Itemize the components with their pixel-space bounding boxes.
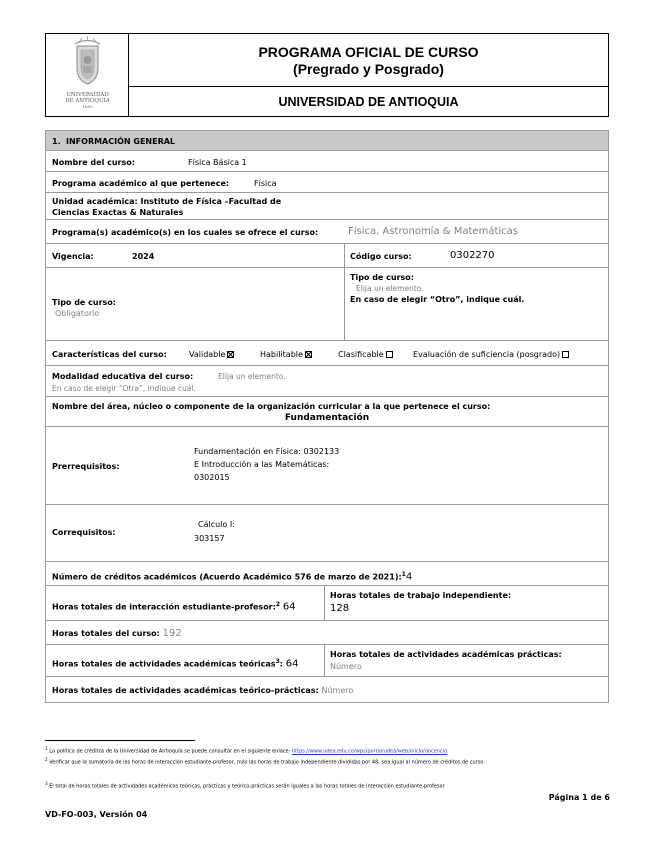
offered-programs-row — [46, 220, 608, 244]
page-number: Página 1 de 6 — [548, 793, 610, 802]
theory-practice-label: Horas totales de actividades académicas teórico-prácticas: — [52, 686, 319, 695]
habilitable-checkbox[interactable] — [305, 351, 312, 358]
course-type-dropdown[interactable]: Elija un elemento. — [356, 284, 424, 293]
theory-hours-field: Horas totales de actividades académicas teóricas$^3$: 64 — [52, 658, 299, 670]
validable-checkbox[interactable] — [227, 351, 234, 358]
interaction-hours-value: 64 — [282, 601, 296, 613]
corequisites-row — [46, 505, 608, 562]
independent-hours-label: Horas totales de trabajo independiente: — [330, 591, 512, 600]
vigencia-value: 2024 — [132, 252, 155, 261]
prerequisites-label: Prerrequisitos: — [52, 462, 120, 471]
footnote-3 — [45, 780, 615, 791]
course-type-value: Obligatorio — [55, 309, 100, 318]
vigencia-code-row — [46, 244, 608, 268]
program-value: Física — [254, 179, 277, 188]
credits-footnote-mark: 1 — [401, 571, 406, 578]
academic-unit-line1: Unidad académica: Instituto de Física –Facultad de — [52, 197, 282, 206]
theory-practice-value[interactable]: Número — [321, 686, 354, 695]
title-line2: (Pregrado y Posgrado) — [293, 61, 444, 77]
column-divider — [344, 268, 345, 340]
footnote-2-mark: 2 — [45, 757, 48, 762]
credits-value: 4 — [405, 571, 413, 583]
independent-hours-value: 128 — [330, 603, 350, 614]
prerequisite-line1: Fundamentación en Física: 0302133 — [194, 447, 340, 456]
footnote-separator — [45, 740, 195, 741]
course-name-row — [46, 151, 608, 172]
footnote-1-mark: 1 — [45, 746, 48, 751]
theory-practice-field — [52, 685, 353, 696]
evaluacion-checkbox[interactable] — [562, 351, 569, 358]
offered-programs-value: Física, Astronomía & Matemáticas — [348, 226, 518, 237]
section-number: 1. — [52, 137, 61, 146]
column-divider — [344, 244, 345, 267]
credits-row — [46, 562, 608, 586]
corequisites-label: Correquisitos: — [52, 528, 116, 537]
modality-row — [46, 366, 608, 397]
footnote-1 — [45, 745, 615, 756]
university-logo — [46, 34, 129, 117]
evaluacion-label: Evaluación de suficiencia (posgrado) — [413, 350, 561, 359]
interaction-hours-field — [52, 599, 296, 613]
theory-hours-label: Horas totales de actividades académicas teóricas — [52, 659, 276, 669]
academic-unit-line2: Ciencias Exactas & Naturales — [52, 208, 184, 217]
logo-text-line3: 1803 — [82, 104, 93, 109]
university-seal-icon — [46, 34, 129, 94]
course-code-label: Código curso: — [350, 252, 412, 261]
general-info-table — [45, 130, 609, 703]
characteristics-label: Características del curso: — [52, 350, 167, 359]
academic-unit-row — [46, 193, 608, 220]
clasificable-checkbox[interactable] — [386, 351, 393, 358]
footnote-2-text: Verificar que la sumatoria de las horas de interacción estudiante-profesor, más las horas de trabajo independiente divididas por 48, sea igual al número de créditos de curso. — [49, 759, 485, 766]
section-header — [46, 131, 608, 151]
column-divider — [324, 645, 325, 676]
course-type-row — [46, 268, 608, 341]
area-label: Nombre del área, núcleo o componente de la organización curricular a la que pertenece el curso: — [52, 402, 491, 411]
theory-practice-hours-row — [46, 677, 608, 702]
footnote-1-link[interactable]: https://www.udea.edu.co/wps/portal/udea/web/inicio/docencia — [291, 748, 448, 755]
interaction-footnote-mark: 2 — [275, 601, 281, 608]
course-name-value: Física Básica 1 — [188, 158, 247, 167]
theory-footnote-mark: 3 — [275, 658, 280, 665]
theory-hours-row — [46, 645, 608, 677]
course-name-label: Nombre del curso: — [52, 158, 135, 167]
corequisite-line2: 303157 — [194, 534, 225, 543]
modality-label: Modalidad educativa del curso: — [52, 372, 194, 381]
practice-hours-value[interactable]: Número — [330, 662, 362, 671]
section-title: INFORMACIÓN GENERAL — [66, 137, 176, 146]
total-hours-field — [52, 628, 182, 639]
total-hours-row — [46, 621, 608, 645]
title-line1: PROGRAMA OFICIAL DE CURSO — [258, 44, 479, 60]
credits-label: Número de créditos académicos (Acuerdo Académico 576 de marzo de 2021): — [52, 572, 402, 582]
prerequisites-row — [46, 427, 608, 505]
footnote-3-mark: 3 — [45, 781, 48, 786]
clasificable-label: Clasificable — [338, 350, 384, 359]
course-type-label: Tipo de curso: — [52, 298, 116, 307]
logo-text-line2: DE ANTIOQUIA — [65, 98, 110, 104]
practice-hours-label: Horas totales de actividades académicas prácticas: — [330, 650, 562, 659]
course-type-right-label: Tipo de curso: — [350, 273, 414, 282]
credits-field — [52, 569, 412, 583]
theory-hours-value: 64 — [285, 658, 299, 670]
modality-other-note: En caso de elegir “Otra”, indique cuál. — [52, 384, 196, 393]
total-hours-label: Horas totales del curso: — [52, 629, 160, 638]
university-name: UNIVERSIDAD DE ANTIOQUIA — [278, 95, 459, 109]
habilitable-option — [260, 349, 312, 360]
clasificable-option — [338, 349, 393, 360]
form-version: VD-FO-003, Versión 04 — [45, 810, 148, 819]
footnote-1-text: La política de créditos de la Universidad de Antioquia se puede consultar en el siguiente enlace: — [49, 748, 291, 755]
validable-label: Validable — [189, 350, 226, 359]
corequisite-line1: Cálculo I: — [198, 520, 235, 529]
footnote-2 — [45, 756, 615, 767]
document-header — [45, 33, 609, 117]
logo-text-line1: UNIVERSIDAD — [66, 92, 109, 98]
document-title — [129, 34, 608, 87]
offered-programs-label: Programa(s) académico(s) en los cuales se ofrece el curso: — [52, 228, 319, 237]
footnote-3-text: El total de horas totales de actividades académicas teóricas, prácticas y teórico-prácticas serán iguales a las horas totales de interacción estudiante-profesor — [49, 783, 445, 790]
course-type-other-note: En caso de elegir “Otro”, indique cuál. — [350, 295, 525, 304]
area-value: Fundamentación — [284, 413, 370, 423]
column-divider — [324, 586, 325, 620]
course-code-value: 0302270 — [450, 250, 495, 261]
validable-option — [189, 349, 234, 360]
prerequisite-line2: E Introducción a las Matemáticas: — [194, 460, 330, 469]
modality-dropdown[interactable]: Elija un elemento. — [218, 372, 286, 381]
interaction-hours-label: Horas totales de interacción estudiante-profesor: — [52, 602, 276, 612]
vigencia-label: Vigencia: — [52, 252, 94, 261]
characteristics-row — [46, 341, 608, 366]
total-hours-value: 192 — [162, 628, 182, 639]
prerequisite-line3: 0302015 — [194, 473, 230, 482]
program-label: Programa académico al que pertenece: — [52, 179, 230, 188]
habilitable-label: Habilitable — [260, 350, 303, 359]
evaluacion-option — [413, 349, 569, 360]
area-row — [46, 397, 608, 427]
program-row — [46, 172, 608, 193]
hours-interaction-row — [46, 586, 608, 621]
